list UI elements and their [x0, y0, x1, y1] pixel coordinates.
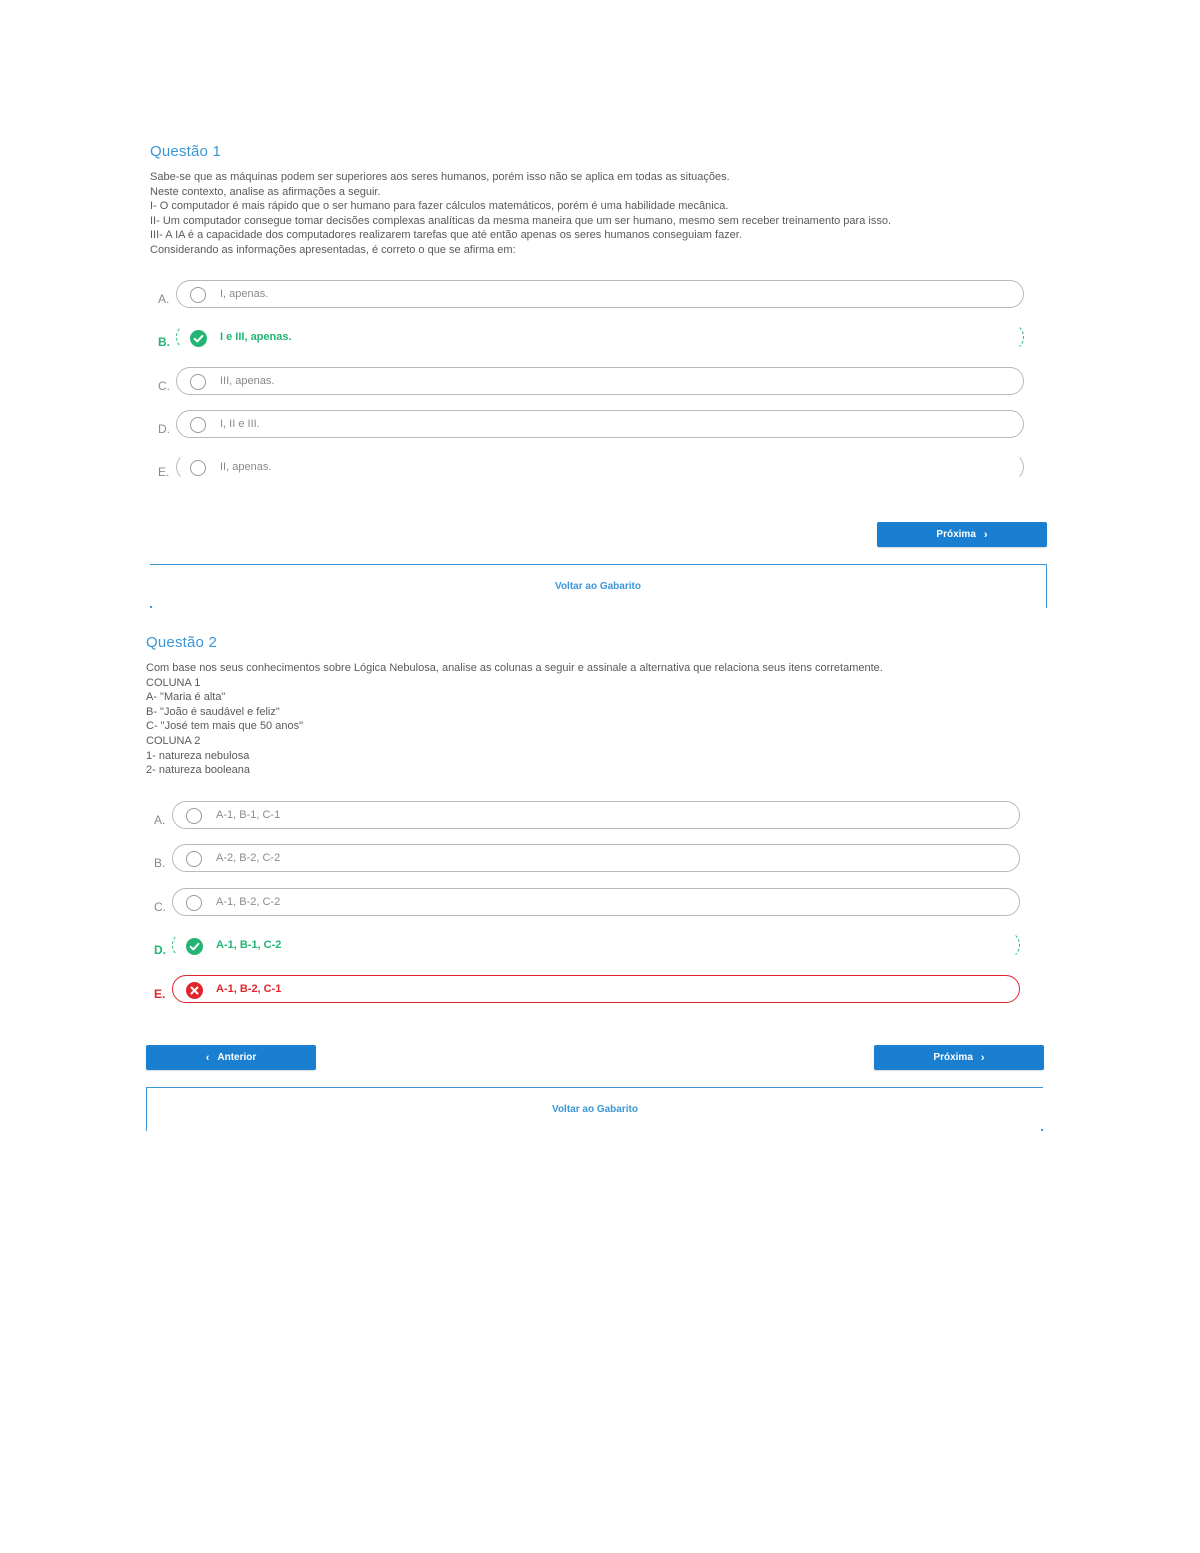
radio-icon[interactable]	[190, 287, 206, 303]
back-to-answer-key-link[interactable]: Voltar ao Gabarito	[555, 581, 641, 592]
question-1-statement	[150, 170, 1048, 258]
option-b[interactable]	[150, 323, 1030, 355]
statement-line: COLUNA 1	[146, 676, 201, 689]
option-e[interactable]	[150, 453, 1030, 485]
option-text: A-2, B-2, C-2	[216, 852, 281, 864]
statement-line: Sabe-se que as máquinas podem ser superiores aos seres humanos, porém isso não se aplica em todas as situações.	[150, 171, 730, 183]
next-button-label: Próxima	[936, 529, 976, 540]
question-2	[146, 634, 1044, 778]
option-c[interactable]	[150, 367, 1030, 399]
panel-corner	[1041, 1129, 1043, 1131]
statement-line: I- O computador é mais rápido que o ser humano para fazer cálculos matemáticos, porém é uma habilidade mecânica.	[150, 200, 729, 213]
back-to-answer-key-panel	[150, 564, 1047, 608]
next-button[interactable]	[874, 1045, 1044, 1070]
statement-line: Considerando as informações apresentadas, é correto o que se afirma em:	[150, 243, 516, 256]
option-frame[interactable]	[172, 844, 1020, 872]
question-1-title: Questão 1	[150, 143, 222, 160]
x-circle-icon	[186, 982, 203, 999]
option-c[interactable]	[146, 888, 1026, 920]
option-d[interactable]	[150, 410, 1030, 442]
option-letter: E.	[154, 987, 166, 1001]
chevron-right-icon: ›	[983, 528, 988, 541]
option-text: I, II e III.	[220, 418, 260, 430]
option-letter: B.	[154, 856, 166, 870]
option-d[interactable]	[146, 931, 1026, 963]
option-letter: A.	[154, 813, 166, 827]
question-1	[150, 143, 1048, 258]
radio-icon[interactable]	[190, 417, 206, 433]
option-frame[interactable]	[172, 975, 1020, 1003]
option-text: A-1, B-1, C-2	[216, 939, 282, 951]
option-text: III, apenas.	[220, 375, 275, 387]
statement-line: C- "José tem mais que 50 anos"	[146, 720, 303, 733]
chevron-left-icon: ‹	[205, 1051, 210, 1064]
statement-line: II- Um computador consegue tomar decisões complexas analíticas da mesma maneira que um ser humano, mesmo sem receber treinamento para isso.	[150, 214, 892, 227]
back-to-answer-key-link[interactable]: Voltar ao Gabarito	[552, 1104, 638, 1115]
option-letter: E.	[158, 465, 170, 479]
option-text: A-1, B-2, C-2	[216, 896, 281, 908]
option-frame[interactable]	[176, 280, 1024, 308]
option-text: A-1, B-2, C-1	[216, 983, 282, 995]
option-letter: C.	[158, 379, 170, 393]
question-2-statement	[146, 661, 1044, 778]
option-letter: D.	[154, 943, 166, 957]
option-frame[interactable]	[172, 888, 1020, 916]
option-b[interactable]	[146, 844, 1026, 876]
radio-icon[interactable]	[186, 895, 202, 911]
option-frame[interactable]	[176, 453, 1024, 481]
option-text: II, apenas.	[220, 461, 272, 473]
option-letter: A.	[158, 292, 170, 306]
check-circle-icon	[186, 938, 203, 955]
statement-line: A- "Maria é alta"	[146, 691, 226, 704]
option-frame[interactable]	[176, 410, 1024, 438]
option-frame[interactable]	[176, 323, 1024, 351]
statement-line: 2- natureza booleana	[146, 764, 250, 777]
statement-line: B- "João é saudável e feliz"	[146, 705, 280, 718]
option-a[interactable]	[150, 280, 1030, 312]
option-letter: B.	[158, 335, 170, 349]
next-button[interactable]	[877, 522, 1047, 547]
chevron-right-icon: ›	[980, 1051, 985, 1064]
question-2-title: Questão 2	[146, 634, 218, 651]
option-text: I, apenas.	[220, 288, 269, 300]
statement-line: Com base nos seus conhecimentos sobre Lógica Nebulosa, analise as colunas a seguir e assinale a alternativa que relaciona seus itens corretamente.	[146, 662, 883, 674]
back-to-answer-key-panel	[146, 1087, 1043, 1131]
option-letter: C.	[154, 900, 166, 914]
radio-icon[interactable]	[186, 808, 202, 824]
option-text: A-1, B-1, C-1	[216, 809, 281, 821]
statement-line: COLUNA 2	[146, 734, 201, 747]
statement-line: III- A IA é a capacidade dos computadores realizarem tarefas que até então apenas os seres humanos conseguiam fazer.	[150, 229, 742, 242]
option-frame[interactable]	[172, 931, 1020, 959]
option-frame[interactable]	[172, 801, 1020, 829]
panel-corner	[150, 606, 152, 608]
option-text: I e III, apenas.	[220, 331, 292, 343]
option-letter: D.	[158, 422, 170, 436]
option-e[interactable]	[146, 975, 1026, 1007]
statement-line: 1- natureza nebulosa	[146, 749, 250, 762]
statement-line: Neste contexto, analise as afirmações a seguir.	[150, 185, 381, 198]
radio-icon[interactable]	[190, 460, 206, 476]
option-frame[interactable]	[176, 367, 1024, 395]
option-a[interactable]	[146, 801, 1026, 833]
previous-button[interactable]	[146, 1045, 316, 1070]
previous-button-label: Anterior	[217, 1052, 257, 1063]
check-circle-icon	[190, 330, 207, 347]
next-button-label: Próxima	[933, 1052, 973, 1063]
radio-icon[interactable]	[190, 374, 206, 390]
radio-icon[interactable]	[186, 851, 202, 867]
